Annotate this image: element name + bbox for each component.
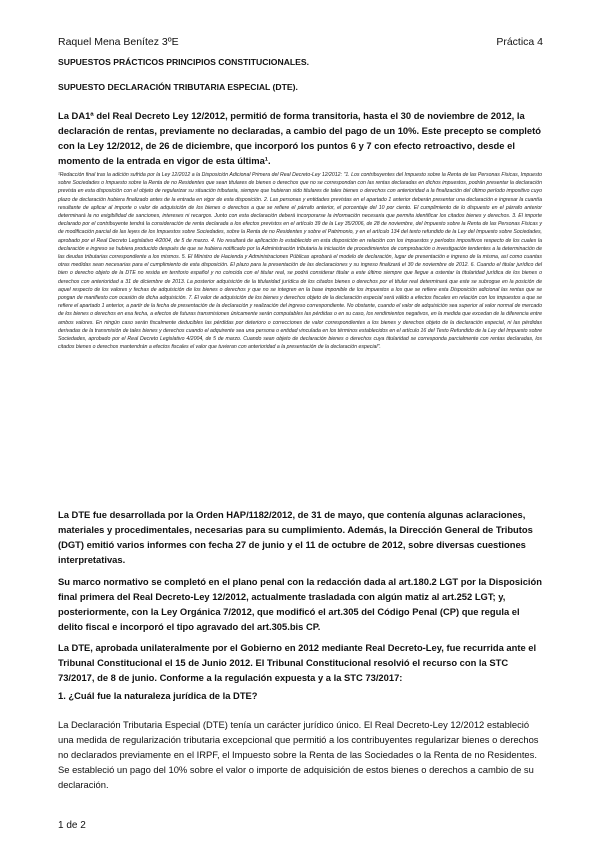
paragraph-development: La DTE fue desarrollada por la Orden HAP/1182/2012, de 31 de mayo, que contenía algunas aclaraciones, materiales y procedimentales, necesarias para su cumplimiento. Además, la Dirección General de Tributos (DGT) emitió varios informes con fecha 27 de junio y el 11 de octubre de 2012, sobre diversas cuestiones interpretativas.: [58, 509, 533, 565]
question-heading: 1. ¿Cuál fue la naturaleza jurídica de la DTE?: [58, 690, 258, 701]
title-dte: SUPUESTO DECLARACIÓN TRIBUTARIA ESPECIAL (DTE).: [58, 82, 298, 92]
header-author: Raquel Mena Benítez 3ºE: [58, 36, 179, 48]
footnote: ¹Redacción final tras la adición sufrida por la Ley 12/2012 a la Disposición Adicional Primera del Real Decreto-Ley 12/2012: "1. Los contribuyentes del Impuesto sobre la Renta de las Personas Físicas, Impuesto sobre Sociedades o Impuesto sobre la Renta de no Residentes que sean titulares de bienes o derechos que no se correspondan con las rentas declaradas en dichos impuestos, podrán presentar la declaración prevista en esta disposición con el objeto de regularizar su situación tributaria, siempre que hubieran sido titulares de tales bienes o derechos con anterioridad a la finalización del último período impositivo cuyo plazo de declaración hubiera finalizado antes de la entrada en vigor de esta disposición. 2. Las personas y entidades previstas en el apartado 1 anterior deberán presentar una declaración e ingresar la cuantía resultante de aplicar al importe o valor de adquisición de los bienes o derechos a que se refiere el párrafo anterior, el porcentaje del 10 por ciento. El cumplimiento de lo dispuesto en el párrafo anterior determinará la no exigibilidad de sanciones, intereses ni recargos. Junto con esta declaración deberá incorporarse la información necesaria que permita identificar los citados bienes y derechos. 3. El importe declarado por el contribuyente tendrá la consideración de renta declarada a los efectos previstos en el artículo 39 de la Ley 35/2006, de 28 de noviembre, del Impuesto sobre la Renta de las Personas Físicas y de modificación parcial de las leyes de los Impuestos sobre Sociedades, sobre la Renta de no Residentes y sobre el Patrimonio, y en el artículo 134 del texto refundido de la Ley del Impuesto sobre Sociedades, aprobado por el Real Decreto Legislativo 4/2004, de 5 de marzo. 4. No resultará de aplicación lo establecido en esta disposición en relación con los impuestos y períodos impositivos respecto de los cuales la declaración e ingreso se hubiera producido después de que se hubiera notificado por la Administración tributaria la iniciación de procedimientos de comprobación o investigación tendentes a la determinación de las deudas tributarias correspondiente a los mismos. 5. El Ministro de Hacienda y Administraciones Públicas aprobará el modelo de declaración, lugar de presentación e ingreso de la misma, así como cuantas otras medidas sean necesarias para el cumplimiento de esta disposición. El plazo para la presentación de las declaraciones y su ingreso finalizará el 30 de noviembre de 2012. 6. Cuando el titular jurídico del bien o derecho objeto de la DTE no resida en territorio español y no coincida con el titular real, se podrá considerar titular a este último siempre que llegue a ostentar la titularidad jurídica de los bienes o derechos con anterioridad a 31 de diciembre de 2013. La posterior adquisición de la titularidad jurídica de los citados bienes o derechos por el titular real determinará que este se subrogue en la posición de aquel respecto de los valores y fechas de adquisición de los bienes o derechos y que no se integren en la base imponible de los impuestos a los que se refiere esta Disposición adicional las rentas que se pongan de manifiesto con ocasión de dicha adquisición. 7. El valor de adquisición de los bienes y derechos objeto de la declaración especial será válido a efectos fiscales en relación con los impuestos a que se refiere el apartado 1 anterior, a partir de la fecha de presentación de la declaración y realización del ingreso correspondiente. No obstante, cuando el valor de adquisición sea superior al valor normal de mercado de los bienes o derechos en esa fecha, a efectos de futuras transmisiones únicamente serán computables las pérdidas o en su caso, los rendimientos negativos, en la medida que excedan de la diferencia entre ambos valores. En ningún caso serán fiscalmente deducibles las pérdidas por deterioro o correcciones de valor correspondientes a los bienes y derechos objeto de la declaración especial, ni las pérdidas derivadas de la transmisión de tales bienes y derechos cuando el adquirente sea una persona o entidad vinculada en los términos establecidos en el artículo 16 del Texto Refundido de la Ley del Impuesto sobre Sociedades, aprobado por el Real Decreto Legislativo 4/2004, de 5 de marzo. Cuando sean objeto de declaración bienes o derechos cuya titularidad se corresponda parcialmente con rentas declaradas, los citados bienes o derechos mantendrán a efectos fiscales el valor que tuvieran con anterioridad a la presentación de la declaración especial".: [58, 172, 542, 351]
paragraph-intro: La DA1ª del Real Decreto Ley 12/2012, permitió de forma transitoria, hasta el 30 de noviembre de 2012, la declaración de rentas, previamente no declaradas, a cambio del pago de un 10%. Este precepto se completó con la Ley 12/2012, de 26 de diciembre, que incorporó los puntos 6 y 7 con efecto retroactivo, desde el momento de la entrada en vigor de esta última¹.: [58, 110, 541, 166]
paragraph-constitutional-appeal: La DTE, aprobada unilateralmente por el Gobierno en 2012 mediante Real Decreto-Ley, fue recurrida ante el Tribunal Constitucional el 15 de Junio 2012. El Tribunal Constitucional resolvió el recurso con la STC 73/2017, de 8 de junio. Conforme a la regulación expuesta y a la STC 73/2017:: [58, 642, 537, 683]
paragraph-penal-framework: Su marco normativo se completó en el plano penal con la redacción dada al art.180.2 LGT por la Disposición final primera del Real Decreto-Ley 12/2012, actualmente trasladada con algún matiz al art.252 LGT; y, posteriormente, con la Ley Orgánica 7/2012, que modificó el art.305 del Código Penal (CP) que regula el delito fiscal e incorporó el tipo agravado del art.305.bis CP.: [58, 576, 542, 632]
header-practice: Práctica 4: [496, 36, 543, 48]
paragraph-answer: La Declaración Tributaria Especial (DTE) tenía un carácter jurídico único. El Real Decreto-Ley 12/2012 estableció una medida de regularización tributaria excepcional que permitió a los contribuyentes regularizar bienes o derechos no declarados previamente en el IRPF, el Impuesto sobre la Renta de las Sociedades o la Renta de no Residentes. Se estableció un pago del 10% sobre el valor o importe de adquisición de estos bienes o derechos a cambio de su declaración.: [58, 719, 539, 790]
page-number: 1 de 2: [58, 820, 86, 831]
title-principles: SUPUESTOS PRÁCTICOS PRINCIPIOS CONSTITUCIONALES.: [58, 57, 309, 67]
